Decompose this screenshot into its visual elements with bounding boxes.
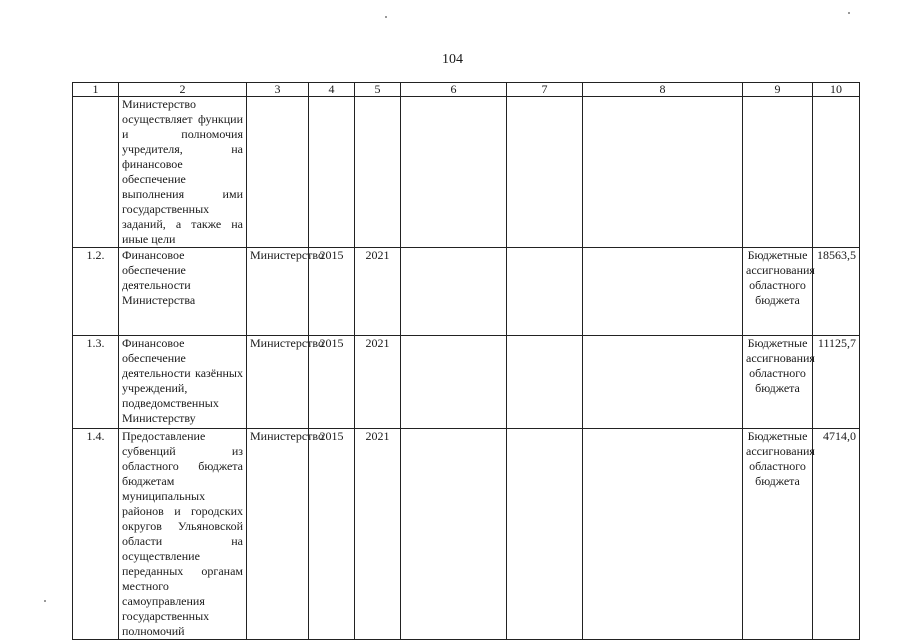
column-8-cell	[583, 336, 743, 429]
start-year-cell: 2015	[309, 248, 355, 336]
column-header: 7	[507, 83, 583, 97]
column-7-cell	[507, 248, 583, 336]
funding-source-cell	[743, 97, 813, 248]
column-header: 2	[119, 83, 247, 97]
column-8-cell	[583, 97, 743, 248]
amount-cell: 11125,7	[813, 336, 860, 429]
table-header-row	[73, 83, 860, 97]
column-6-cell	[401, 336, 507, 429]
end-year-cell: 2021	[355, 429, 401, 640]
executor-cell: Министерство	[247, 336, 309, 429]
start-year-cell	[309, 97, 355, 248]
page-number: 104	[442, 52, 463, 67]
scan-speck	[848, 12, 850, 14]
executor-cell	[247, 97, 309, 248]
column-header: 8	[583, 83, 743, 97]
row-number: 1.2.	[73, 248, 119, 336]
column-6-cell	[401, 248, 507, 336]
column-8-cell	[583, 248, 743, 336]
table-row	[73, 97, 860, 248]
funding-source-cell: Бюджетные ассигнования областного бюджета	[743, 248, 813, 336]
column-header: 3	[247, 83, 309, 97]
column-header: 10	[813, 83, 860, 97]
column-6-cell	[401, 429, 507, 640]
column-6-cell	[401, 97, 507, 248]
column-header: 9	[743, 83, 813, 97]
column-7-cell	[507, 97, 583, 248]
activity-text: Предоставление субвенций из областного бюджета бюджетам муниципальных районов и городских округов Ульяновской области на осуществление переданных органам местного самоуправления государственных полномочий	[119, 429, 247, 640]
table-row	[73, 429, 860, 640]
row-number	[73, 97, 119, 248]
table-row	[73, 336, 860, 429]
end-year-cell	[355, 97, 401, 248]
end-year-cell: 2021	[355, 336, 401, 429]
amount-cell	[813, 97, 860, 248]
table-row	[73, 248, 860, 336]
activity-text: Финансовое обеспечение деятельности казённых учреждений, подведомственных Министерству	[119, 336, 247, 429]
end-year-cell: 2021	[355, 248, 401, 336]
start-year-cell: 2015	[309, 429, 355, 640]
start-year-cell: 2015	[309, 336, 355, 429]
column-8-cell	[583, 429, 743, 640]
activity-text: Министерство осуществляет функции и полномочия учредителя, на финансовое обеспечение выполнения ими государственных заданий, а также на иные цели	[119, 97, 247, 248]
scan-speck	[385, 16, 387, 18]
funding-source-cell: Бюджетные ассигнования областного бюджета	[743, 429, 813, 640]
column-7-cell	[507, 336, 583, 429]
funding-source-cell: Бюджетные ассигнования областного бюджета	[743, 336, 813, 429]
budget-table	[72, 82, 860, 640]
column-header: 4	[309, 83, 355, 97]
amount-cell: 4714,0	[813, 429, 860, 640]
column-header: 6	[401, 83, 507, 97]
amount-cell: 18563,5	[813, 248, 860, 336]
executor-cell: Министерство	[247, 429, 309, 640]
activity-text: Финансовое обеспечение деятельности Министерства	[119, 248, 247, 336]
column-header: 5	[355, 83, 401, 97]
scan-speck	[44, 600, 46, 602]
executor-cell: Министерство	[247, 248, 309, 336]
column-7-cell	[507, 429, 583, 640]
row-number: 1.3.	[73, 336, 119, 429]
row-number: 1.4.	[73, 429, 119, 640]
column-header: 1	[73, 83, 119, 97]
